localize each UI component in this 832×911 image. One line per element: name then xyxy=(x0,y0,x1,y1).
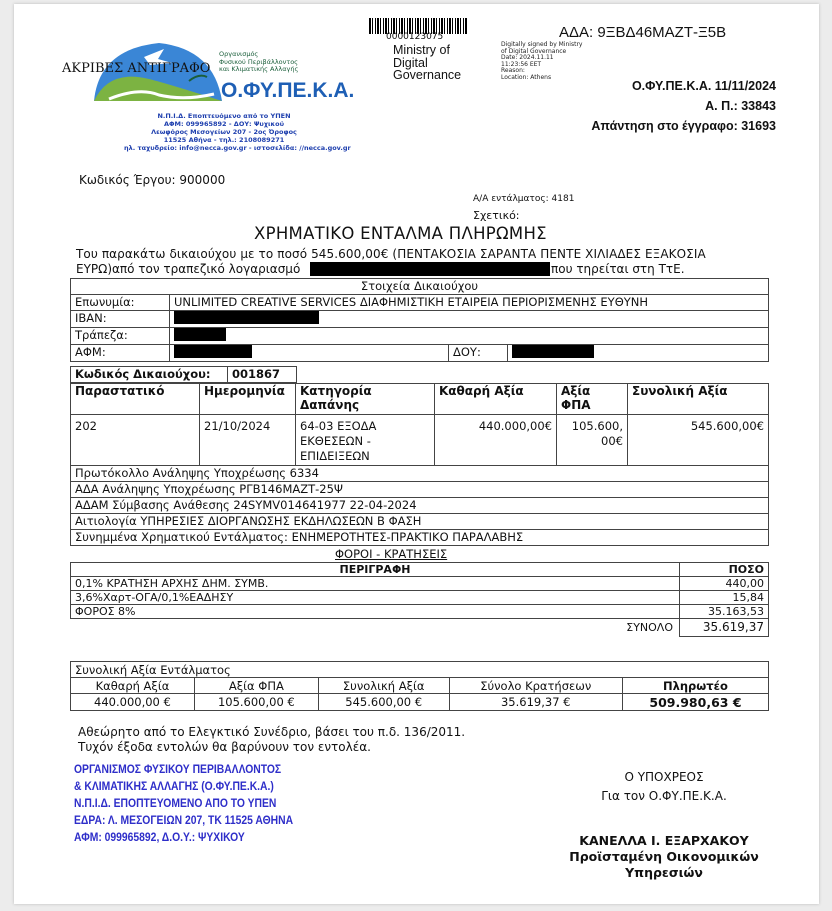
col-total: Συνολική Αξία xyxy=(628,384,769,415)
beneficiary-table xyxy=(70,278,769,362)
reply-to-document: Απάντηση στο έγγραφο: 31693 xyxy=(591,119,776,133)
beneficiary-section-title: Στοιχεία Δικαιούχου xyxy=(71,279,769,295)
commitment-info-table xyxy=(70,465,769,546)
doy-label: ΔΟΥ: xyxy=(449,345,508,362)
organization-stamp: ΟΡΓΑΝΙΣΜΟΣ ΦΥΣΙΚΟΥ ΠΕΡΙΒΑΛΛΟΝΤΟΣ & ΚΛΙΜΑΤΙΚΗΣ ΑΛΛΑΓΗΣ (Ο.ΦΥ.ΠΕ.Κ.Α.) Ν.Π.Ι.Δ. ΕΠΟΠΤΕΥΟΜΕΝΟ ΑΠΟ ΤΟ ΥΠΕΝ ΕΔΡΑ: Λ. ΜΕΣΟΓΕΙΩΝ 207, ΤΚ 11525 ΑΘΗΝΑ ΑΦΜ: 099965892, Δ.Ο.Υ.: ΨΥΧΙΚΟΥ xyxy=(74,764,294,844)
document-title: ΧΡΗΜΑΤΙΚΟ ΕΝΤΑΛΜΑ ΠΛΗΡΩΜΗΣ xyxy=(254,224,547,243)
document-page xyxy=(14,4,819,904)
list-item: Αιτιολογία ΥΠΗΡΕΣΙΕΣ ΔΙΟΡΓΑΝΩΣΗΣ ΕΚΔΗΛΩΣΕΩΝ Β ΦΑΣΗ xyxy=(71,514,769,530)
bank-label: Τράπεζα: xyxy=(71,328,170,345)
ministry-label: Ministry of Digital Governance xyxy=(393,43,462,82)
table-row: 0,1% ΚΡΑΤΗΣΗ ΑΡΧΗΣ ΔΗΜ. ΣΥΜΒ. 440,00 xyxy=(71,577,769,591)
project-code: Κωδικός Έργου: 900000 xyxy=(79,173,226,187)
category-cell: 64-03 ΕΞΟΔΑ ΕΚΘΕΣΕΩΝ - ΕΠΙΔΕΙΞΕΩΝ xyxy=(296,415,435,466)
col-net: Καθαρή Αξία xyxy=(435,384,557,415)
payable-header: Πληρωτέο xyxy=(622,678,768,694)
intro-line-2a: ΕΥΡΩ)από τον τραπεζικό λογαριασμό xyxy=(76,262,301,276)
obligor-label: Ο ΥΠΟΧΡΕΟΣ xyxy=(624,770,704,784)
redacted-bank-account xyxy=(310,262,550,276)
redacted-iban xyxy=(174,311,319,324)
signer-title-1: Προϊσταμένη Οικονομικών xyxy=(569,849,759,864)
summary-withholdings: 35.619,37 € xyxy=(449,694,622,711)
relevant-label: Σχετικό: xyxy=(473,209,520,222)
redacted-afm xyxy=(174,345,252,358)
taxes-total-amount: 35.619,37 xyxy=(680,619,769,637)
items-header-row xyxy=(71,384,769,415)
name-label: Επωνυμία: xyxy=(71,295,170,311)
items-table xyxy=(70,383,769,466)
table-row: ΦΟΡΟΣ 8% 35.163,53 xyxy=(71,605,769,619)
order-number: Α/Α εντάλματος: 4181 xyxy=(473,194,575,204)
beneficiary-code: 001867 xyxy=(228,367,297,383)
afm-label: ΑΦΜ: xyxy=(71,345,170,362)
list-item: Συνημμένα Χρηματικού Εντάλματος: ΕΝΗΜΕΡΟΤΗΤΕΣ-ΠΡΑΚΤΙΚΟ ΠΑΡΑΛΑΒΗΣ xyxy=(71,530,769,546)
beneficiary-name: UNLIMITED CREATIVE SERVICES ΔΙΑΦΗΜΙΣΤΙΚΗ ΕΤΑΙΡΕΙΑ ΠΕΡΙΟΡΙΣΜΕΝΗΣ ΕΥΘΥΝΗ xyxy=(170,295,769,311)
col-date: Ημερομηνία xyxy=(200,384,296,415)
taxes-amount-header: ΠΟΣΟ xyxy=(680,563,769,577)
certified-copy-stamp: ΑΚΡΙΒΕΣ ΑΝΤΙΓΡΑΦΟ xyxy=(62,61,211,76)
ada-code: ΑΔΑ: 9ΞΒΔ46ΜΑΖΤ-Ξ5Β xyxy=(559,24,727,41)
intro-line-1: Του παρακάτω δικαιούχου με το ποσό 545.600,00€ (ΠΕΝΤΑΚΟΣΙΑ ΣΑΡΑΝΤΑ ΠΕΝΤΕ ΧΙΛΙΑΔΕΣ ΕΞΑΚΟΣΙΑ xyxy=(76,247,706,261)
brand-name: Ο.ΦΥ.ΠΕ.Κ.Α. xyxy=(221,79,355,102)
intro-line-2b: που τηρείται στη ΤτΕ. xyxy=(551,262,685,276)
audit-note: Αθεώρητο από το Ελεγκτικό Συνέδριο, βάσει του π.δ. 136/2011. xyxy=(78,725,466,739)
summary-title: Συνολική Αξία Εντάλματος xyxy=(71,662,769,678)
taxes-desc-header: ΠΕΡΙΓΡΑΦΗ xyxy=(71,563,680,577)
summary-total: 545.600,00 € xyxy=(318,694,449,711)
summary-vat: 105.600,00 € xyxy=(194,694,318,711)
list-item: ΑΔΑ Ανάληψης Υποχρέωσης ΡΓΒ146ΜΑΖΤ-25Ψ xyxy=(71,482,769,498)
col-vat: Αξία ΦΠΑ xyxy=(557,384,628,415)
list-item: ΑΔΑΜ Σύμβασης Ανάθεσης 24SYMV014641977 22-04-2024 xyxy=(71,498,769,514)
col-document: Παραστατικό xyxy=(71,384,200,415)
col-category: Κατηγορία Δαπάνης xyxy=(296,384,435,415)
iban-label: IBAN: xyxy=(71,311,170,328)
summary-net: 440.000,00 € xyxy=(71,694,195,711)
org-address-block: Ν.Π.Ι.Δ. Εποπτευόμενο από το ΥΠΕΝ ΑΦΜ: 099965892 - ΔΟΥ: Ψυχικού Λεωφόρος Μεσογείων 207 - 2ος Όροφος 11525 Αθήνα - τηλ.: 2108089271 ηλ. ταχυδρείο: info@necca.gov.gr - ιστοσελίδα: //necca.gov.gr xyxy=(124,112,351,152)
protocol-number: Α. Π.: 33843 xyxy=(705,99,776,113)
order-summary-table: Συνολική Αξία Εντάλματος Καθαρή Αξία Αξία ΦΠΑ Συνολική Αξία Σύνολο Κρατήσεων Πληρωτέο 440.000,00 € 105.600,00 € 545.600,00 € 35.619,37 € 509.980,63 € xyxy=(70,661,769,711)
list-item: Πρωτόκολλο Ανάληψης Υποχρέωσης 6334 xyxy=(71,466,769,482)
redacted-doy xyxy=(512,345,594,358)
digital-signature-info: Digitally signed by Ministry of Digital Governance Date: 2024.11.11 11:23:56 EET Reason: Location: Athens xyxy=(501,41,583,81)
summary-payable: 509.980,63 € xyxy=(622,694,768,711)
expenses-note: Τυχόν έξοδα εντολών θα βαρύνουν τον εντολέα. xyxy=(78,740,371,754)
signer-title-2: Υπηρεσιών xyxy=(625,865,703,880)
vat-cell: 105.600, 00€ xyxy=(557,415,628,466)
taxes-total-label: ΣΥΝΟΛΟ xyxy=(71,619,680,637)
table-row: 202 21/10/2024 64-03 ΕΞΟΔΑ ΕΚΘΕΣΕΩΝ - ΕΠΙΔΕΙΞΕΩΝ 440.000,00€ 105.600, 00€ 545.600,00€ xyxy=(71,415,769,466)
beneficiary-code-row xyxy=(70,366,769,383)
redacted-bank xyxy=(174,328,226,341)
taxes-title: ΦΟΡΟΙ - ΚΡΑΤΗΣΕΙΣ xyxy=(335,547,448,561)
taxes-table xyxy=(70,562,769,637)
protocol-date: Ο.ΦΥ.ΠΕ.Κ.Α. 11/11/2024 xyxy=(631,79,776,93)
beneficiary-code-label: Κωδικός Δικαιούχου: xyxy=(71,367,228,383)
barcode-number: 0000123075 xyxy=(386,32,444,42)
org-name-small: Οργανισμός Φυσικού Περιβάλλοντος και Κλιματικής Αλλαγής xyxy=(219,50,299,73)
table-row: 3,6%Χαρτ-ΟΓΑ/0,1%ΕΑΔΗΣΥ 15,84 xyxy=(71,591,769,605)
obligor-on-behalf: Για τον Ο.ΦΥ.ΠΕ.Κ.Α. xyxy=(601,789,727,803)
signer-name: ΚΑΝΕΛΛΑ Ι. ΕΞΑΡΧΑΚΟΥ xyxy=(579,833,749,848)
